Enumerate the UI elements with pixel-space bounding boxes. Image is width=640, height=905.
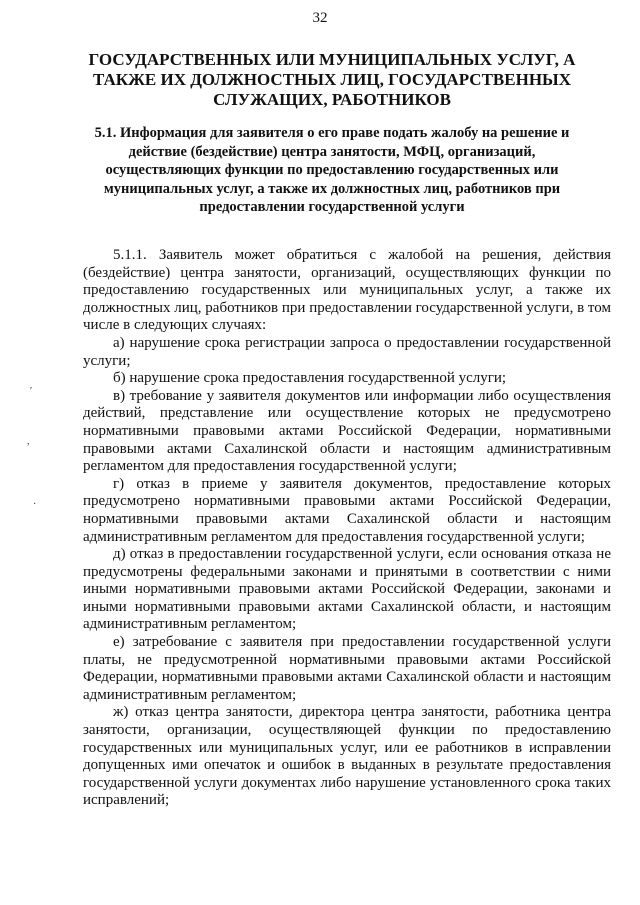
list-item-g: г) отказ в приеме у заявителя документов, предоставление которых предусмотрено нормативными правовыми актами Российской Федерации, нормативными правовыми актами Сахалинской области и настоящим административным регламентом для предоставления государственной услуги; [83,475,611,545]
scan-speck-1: ′ [30,386,33,397]
list-item-a: а) нарушение срока регистрации запроса о предоставлении государственной услуги; [83,334,611,369]
page-number: 32 [312,10,328,26]
body-text [83,247,611,810]
section-heading: ГОСУДАРСТВЕННЫХ ИЛИ МУНИЦИПАЛЬНЫХ УСЛУГ, А ТАКЖЕ ИХ ДОЛЖНОСТНЫХ ЛИЦ, ГОСУДАРСТВЕННЫХ СЛУЖАЩИХ, РАБОТНИКОВ [88,50,576,109]
scan-speck-2: , [27,436,30,447]
list-item-v: в) требование у заявителя документов или информации либо осуществления действий, представление или осуществление которых не предусмотрено нормативными правовыми актами Российской Федерации, нормативными правовыми актами Сахалинской области и настоящим административным регламентом для предоставления государственной услуги; [83,387,611,475]
list-item-b: б) нарушение срока предоставления государственной услуги; [113,370,507,387]
subsection-heading: 5.1. Информация для заявителя о его праве подать жалобу на решение и действие (бездействие) центра занятости, МФЦ, организаций, осуществляющих функции по предоставлению государственных или муниципальных услуг, а также их должностных лиц, работников при предоставлении государственной услуги [94,125,570,215]
list-item-zh: ж) отказ центра занятости, директора центра занятости, работника центра занятости, организации, осуществляющей функции по предоставлению государственных или муниципальных услуг, или ее работников в исправлении допущенных ими опечаток и ошибок в выданных в результате предоставления государственной услуги документах либо нарушение установленного срока таких исправлений; [83,704,611,809]
scan-speck-3: · [33,499,37,510]
list-item-d: д) отказ в предоставлении государственной услуги, если основания отказа не предусмотрены федеральными законами и принятыми в соответствии с ними иными нормативными правовыми актами Российской Федерации, законами и иными нормативными правовыми актами Сахалинской области, и настоящим административным регламентом; [83,546,611,633]
list-item-e: е) затребование с заявителя при предоставлении государственной услуги платы, не предусмотренной нормативными правовыми актами Российской Федерации, нормативными правовыми актами Сахалинской области и настоящим административным регламентом; [83,634,611,703]
paragraph-intro: 5.1.1. Заявитель может обратиться с жалобой на решения, действия (бездействие) центра занятости, организаций, осуществляющих функции по предоставлению государственных или муниципальных услуг, а также их должностных лиц, работников при предоставлении государственной услуги, в том числе в следующих случаях: [83,247,611,334]
